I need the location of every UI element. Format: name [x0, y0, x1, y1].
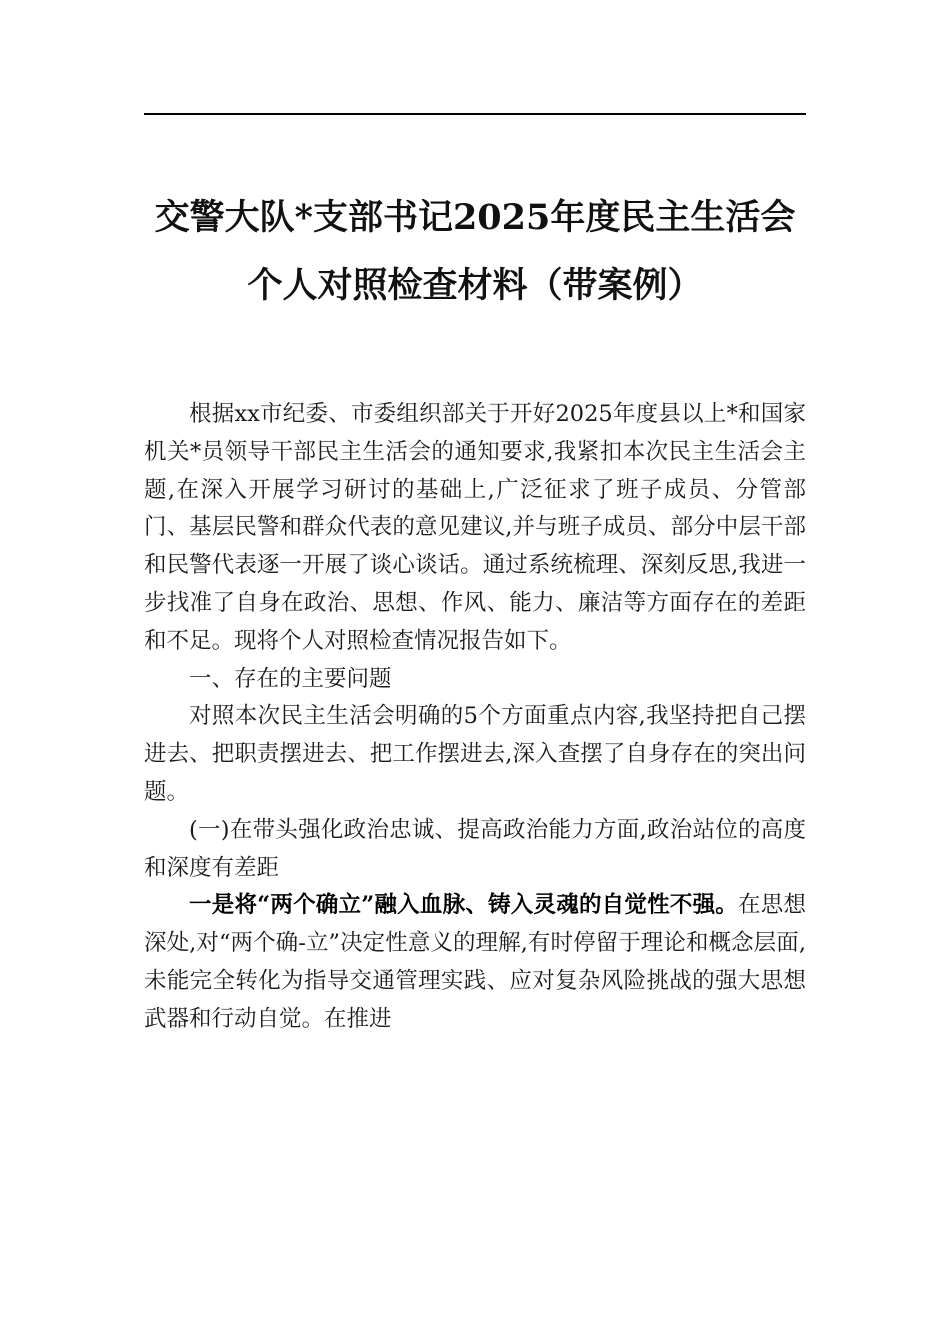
document-title-line-1: 交警大队*支部书记2025年度民主生活会	[154, 197, 796, 238]
section-1-paragraph: 对照本次民主生活会明确的5个方面重点内容,我坚持把自己摆进去、把职责摆进去、把工作摆进去,深入查摆了自身存在的突出问题。	[144, 703, 806, 805]
point-1-paragraph	[144, 887, 806, 1038]
header-rule	[144, 113, 806, 115]
point-1-lead: 一是将“两个确立”融入血脉、铸入灵魂的自觉性不强。	[189, 892, 739, 919]
document-body	[144, 396, 806, 1039]
section-heading-1: 一、存在的主要问题	[189, 665, 392, 692]
point-1-text: 在思想深处,对“两个确-立”决定性意义的理解,有时停留于理论和概念层面,未能完全转化为指导交通管理实践、应对复杂风险挑战的强大思想武器和行动自觉。在推进	[144, 892, 806, 1032]
intro-paragraph: 根据xx市纪委、市委组织部关于开好2025年度县以上*和国家机关*员领导干部民主生活会的通知要求,我紧扣本次民主生活会主题,在深入开展学习研讨的基础上,广泛征求了班子成员、分管部门、基层民警和群众代表的意见建议,并与班子成员、部分中层干部和民警代表逐一开展了谈心谈话。通过系统梳理、深刻反思,我进一步找准了自身在政治、思想、作风、能力、廉洁等方面存在的差距和不足。现将个人对照检查情况报告如下。	[144, 401, 806, 654]
document-title-line-2: 个人对照检查材料（带案例）	[247, 265, 703, 306]
subsection-heading-1: (一)在带头强化政治忠诚、提高政治能力方面,政治站位的高度和深度有差距	[144, 816, 806, 881]
